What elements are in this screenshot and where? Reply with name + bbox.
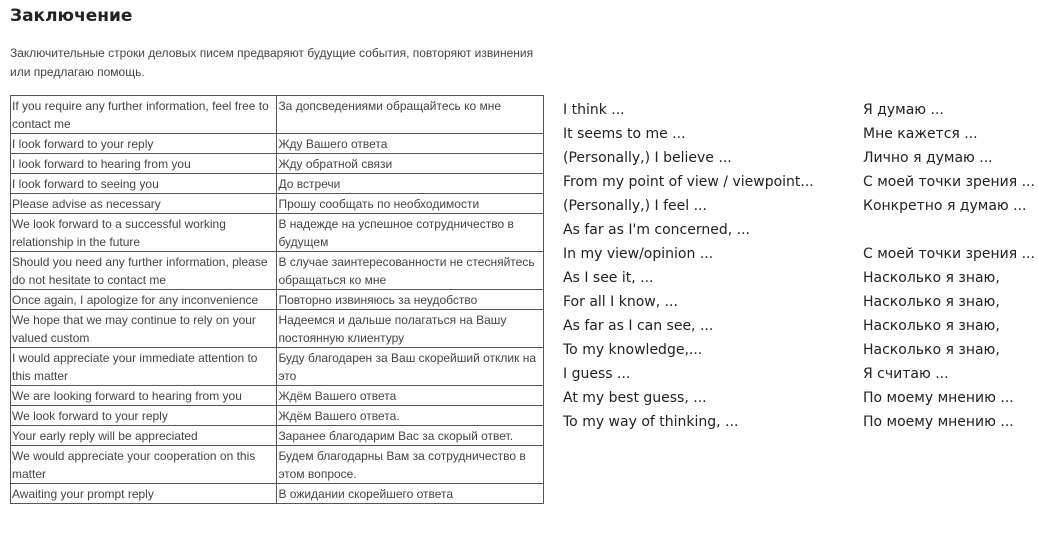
table-row <box>11 214 544 252</box>
english-phrase-cell: We hope that we may continue to rely on your valued custom <box>11 310 277 348</box>
opinion-phrase-ru: С моей точки зрения ... <box>863 174 1035 190</box>
table-row <box>11 426 544 446</box>
english-phrase-cell: We look forward to a successful working relationship in the future <box>11 214 277 252</box>
table-row <box>11 310 544 348</box>
opinion-phrase-ru: Я считаю ... <box>863 366 949 382</box>
table-row <box>11 446 544 484</box>
english-phrase-cell: I look forward to your reply <box>11 134 277 154</box>
opinion-phrase-en: I think ... <box>563 102 625 118</box>
russian-phrase-cell: В случае заинтересованности не стесняйтесь обращаться ко мне <box>277 252 544 290</box>
page-title: Заключение <box>10 6 133 26</box>
english-phrase-cell: Should you need any further information, please do not hesitate to contact me <box>11 252 277 290</box>
english-phrase-cell: I look forward to hearing from you <box>11 154 277 174</box>
table-row <box>11 348 544 386</box>
russian-phrase-cell: Жду обратной связи <box>277 154 544 174</box>
english-phrase-cell: Your early reply will be appreciated <box>11 426 277 446</box>
table-row <box>11 406 544 426</box>
english-phrase-cell: I look forward to seeing you <box>11 174 277 194</box>
opinion-phrase-en: In my view/opinion ... <box>563 246 714 262</box>
table-row <box>11 134 544 154</box>
russian-phrase-cell: За допсведениями обращайтесь ко мне <box>277 96 544 134</box>
english-phrase-cell: We would appreciate your cooperation on this matter <box>11 446 277 484</box>
table-row <box>11 252 544 290</box>
opinion-phrase-en: It seems to me ... <box>563 126 686 142</box>
russian-phrase-cell: Заранее благодарим Вас за скорый ответ. <box>277 426 544 446</box>
english-phrase-cell: If you require any further information, feel free to contact me <box>11 96 277 134</box>
russian-phrase-cell: Надеемся и дальше полагаться на Вашу постоянную клиентуру <box>277 310 544 348</box>
russian-phrase-cell: В ожидании скорейшего ответа <box>277 484 544 504</box>
table-row <box>11 154 544 174</box>
opinion-phrase-en: As far as I'm concerned, ... <box>563 222 751 238</box>
table-row <box>11 386 544 406</box>
table-row <box>11 174 544 194</box>
english-phrase-cell: I would appreciate your immediate attention to this matter <box>11 348 277 386</box>
opinion-phrase-en: To my knowledge,... <box>563 342 703 358</box>
opinion-phrase-en: As far as I can see, ... <box>563 318 714 334</box>
english-phrase-cell: We are looking forward to hearing from you <box>11 386 277 406</box>
russian-phrase-cell: Жду Вашего ответа <box>277 134 544 154</box>
opinion-phrases-english <box>563 100 814 436</box>
english-phrase-cell: We look forward to your reply <box>11 406 277 426</box>
russian-phrase-cell: Буду благодарен за Ваш скорейший отклик на это <box>277 348 544 386</box>
table-row <box>11 96 544 134</box>
opinion-phrase-en: To my way of thinking, ... <box>563 414 739 430</box>
opinion-phrase-en: (Personally,) I feel ... <box>563 198 707 214</box>
russian-phrase-cell: До встречи <box>277 174 544 194</box>
russian-phrase-cell: В надежде на успешное сотрудничество в будущем <box>277 214 544 252</box>
opinion-phrase-en: From my point of view / viewpoint... <box>563 174 814 190</box>
opinion-phrase-ru: Насколько я знаю, <box>863 342 1000 358</box>
table-row <box>11 290 544 310</box>
opinion-phrase-en: (Personally,) I believe ... <box>563 150 732 166</box>
phrases-table <box>10 95 544 504</box>
opinion-phrase-ru: Насколько я знаю, <box>863 270 1000 286</box>
opinion-phrase-ru: Лично я думаю ... <box>863 150 993 166</box>
opinion-phrase-en: For all I know, ... <box>563 294 678 310</box>
opinion-phrase-ru: С моей точки зрения ... <box>863 246 1035 262</box>
opinion-phrase-en: I guess ... <box>563 366 631 382</box>
opinion-phrase-ru: По моему мнению ... <box>863 390 1014 406</box>
opinion-phrases-russian <box>863 100 1035 436</box>
opinion-phrase-en: At my best guess, ... <box>563 390 707 406</box>
table-row <box>11 194 544 214</box>
opinion-phrase-ru: Насколько я знаю, <box>863 294 1000 310</box>
russian-phrase-cell: Повторно извиняюсь за неудобство <box>277 290 544 310</box>
opinion-phrase-ru: Я думаю ... <box>863 102 944 118</box>
opinion-phrase-ru <box>863 220 1035 244</box>
english-phrase-cell: Once again, I apologize for any inconvenience <box>11 290 277 310</box>
intro-text: Заключительные строки деловых писем предваряют будущие события, повторяют извинения или предлагаю помощь. <box>10 46 534 79</box>
opinion-phrase-ru: По моему мнению ... <box>863 414 1014 430</box>
opinion-phrase-en: As I see it, ... <box>563 270 654 286</box>
russian-phrase-cell: Ждём Вашего ответа. <box>277 406 544 426</box>
table-row <box>11 484 544 504</box>
russian-phrase-cell: Прошу сообщать по необходимости <box>277 194 544 214</box>
russian-phrase-cell: Ждём Вашего ответа <box>277 386 544 406</box>
opinion-phrase-ru: Конкретно я думаю ... <box>863 198 1027 214</box>
english-phrase-cell: Please advise as necessary <box>11 194 277 214</box>
russian-phrase-cell: Будем благодарны Вам за сотрудничество в этом вопросе. <box>277 446 544 484</box>
opinion-phrase-ru: Насколько я знаю, <box>863 318 1000 334</box>
opinion-phrase-ru: Мне кажется ... <box>863 126 978 142</box>
english-phrase-cell: Awaiting your prompt reply <box>11 484 277 504</box>
